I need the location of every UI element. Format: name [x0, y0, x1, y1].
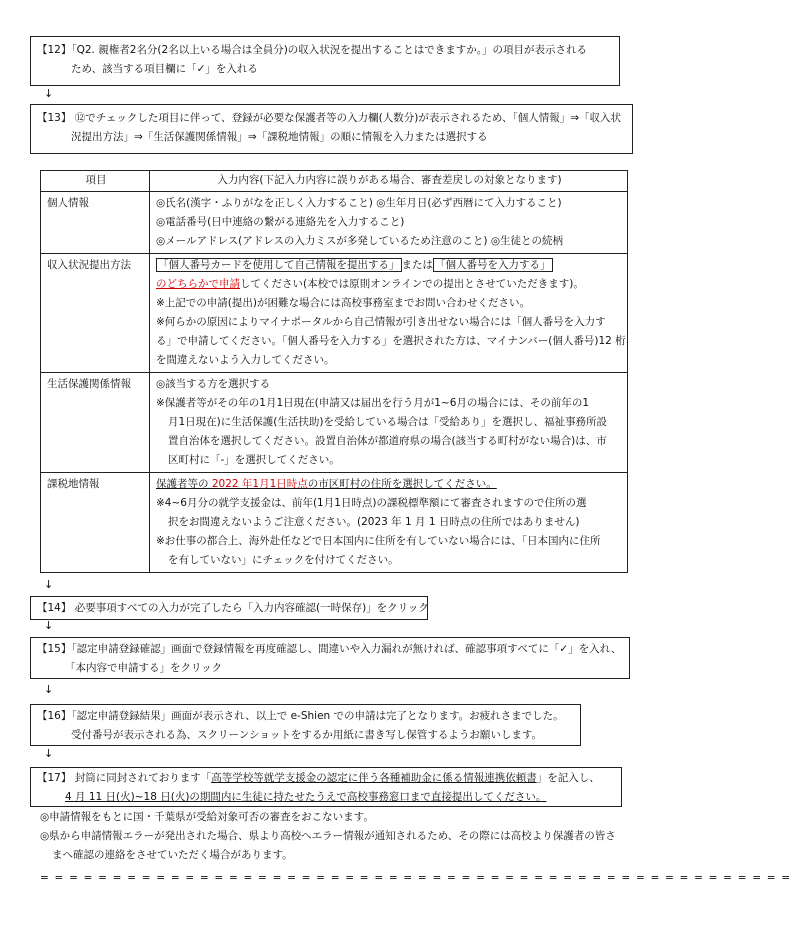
tax-date: 2022 年1月1日時点: [208, 478, 308, 490]
table-header-row: [41, 171, 628, 192]
row-label-tax: 課税地情報: [41, 473, 150, 573]
step-17-line1: [37, 769, 615, 788]
step-15-line2: 「本内容で申請する」をクリック: [65, 662, 223, 674]
arrow-13: ↓: [44, 578, 54, 591]
personal-line: ◎メールアドレス(アドレスの入力ミスが多発しているため注意のこと) ◎生徒との続柄: [156, 235, 564, 247]
step-16-line1: 【16】「認定申請登録結果」画面が表示され、以上で e-Shien での申請は完了となります。お疲れさまでした。: [37, 710, 564, 722]
step-16-box: [30, 704, 581, 746]
personal-line: ◎氏名(漢字・ふりがなを正しく入力すること) ◎生年月日(必ず西暦にて入力すること): [156, 197, 562, 209]
note-line: まへ確認の連絡をさせていただく場合があります。: [52, 849, 293, 861]
welfare-line: 区町村に「-」を選択してください。: [168, 454, 340, 466]
tax-note: ※お仕事の都合上、海外赴任などで日本国内に住所を有していない場合には、「日本国内に住所: [156, 535, 601, 547]
row-label-personal: 個人情報: [41, 192, 150, 254]
personal-line: ◎電話番号(日中連絡の繋がる連絡先を入力すること): [156, 216, 405, 228]
income-either-line: [156, 275, 623, 294]
step-13-line2: 況提出方法」⇒「生活保護関係情報」⇒「課税地情報」の順に情報を入力または選択する: [71, 131, 488, 143]
note-line: ◎申請情報をもとに国・千葉県が受給対象可否の審査をおこないます。: [40, 811, 374, 823]
welfare-line: ◎該当する方を選択する: [156, 378, 271, 390]
step-12-line2: ため、該当する項目欄に「✓」を入れる: [71, 63, 258, 75]
either-emphasis: のどちらかで申請: [156, 278, 240, 290]
step-14-box: [30, 596, 428, 620]
step-14-text: 【14】 必要事項すべての入力が完了したら「入力内容確認(一時保存)」をクリック: [37, 602, 429, 614]
option-or: または: [401, 259, 433, 271]
step-17-box: [30, 767, 622, 807]
arrow-12: ↓: [44, 87, 54, 100]
income-note: る」で申請してください。「個人番号を入力する」を選択された方は、マイナンバー(個人番号)12 桁: [156, 335, 626, 347]
either-rest: してください(本校では原則オンラインでの提出とさせていただきます)。: [240, 278, 584, 290]
separator-line: = = = = = = = = = = = = = = = = = = = = = = = = = = = = = = = = = = = = = = = = = = = = = = = = = = = =: [40, 872, 791, 884]
welfare-line: ※保護者等がその年の1月1日現在(申請又は届出を行う月が1~6月の場合には、その前年の1: [156, 397, 590, 409]
table-row: [41, 373, 628, 473]
tax-note: を有していない」にチェックを付けてください。: [168, 554, 399, 566]
step-13-box: [30, 104, 633, 154]
input-content-table: [40, 170, 628, 573]
step-15-line1: 【15】「認定申請登録確認」画面で登録情報を再度確認し、間違いや入力漏れが無ければ、確認事項すべてに「✓」を入れ、: [37, 643, 622, 655]
header-item: 項目: [41, 171, 150, 192]
note-line: ◎県から申請情報エラーが発出された場合、県より高校へエラー情報が通知されるため、その際には高校より保護者の皆さ: [40, 830, 616, 842]
arrow-14: ↓: [44, 619, 54, 632]
tax-note: ※4~6月分の就学支援金は、前年(1月1日時点)の課税標準額にて審査されますので住所の選: [156, 497, 587, 509]
step-12-box: [30, 36, 620, 86]
step-12-line1: 【12】「Q2. 親権者2名分(2名以上いる場合は全員分)の収入状況を提出することはできますか。」の項目が表示される: [37, 44, 588, 56]
row-label-welfare: 生活保護関係情報: [41, 373, 150, 473]
row-content-tax: [150, 473, 628, 573]
tax-note: 択をお間違えないようご注意ください。(2023 年 1 月 1 日時点の住所ではありません): [168, 516, 580, 528]
step-17-doc: 高等学校等就学支援金の認定に伴う各種補助金に係る情報連携依頼書: [211, 772, 537, 784]
tax-post: の市区町村の住所を選択してください。: [307, 478, 497, 490]
table-row: [41, 254, 628, 373]
income-note: ※上記での申請(提出)が困難な場合には高校事務室までお問い合わせください。: [156, 297, 530, 309]
income-note: ※何らかの原因によりマイナポータルから自己情報が引き出せない場合には「個人番号を入力す: [156, 316, 606, 328]
step-16-line2: 受付番号が表示される為、スクリーンショットをするか用紙に書き写し保管するようお願いします。: [71, 729, 542, 741]
step-17-pre: 【17】 封筒に同封されております「: [37, 772, 212, 784]
row-content-personal: [150, 192, 628, 254]
step-17-post: 」を記入し、: [536, 772, 600, 784]
table-row: [41, 192, 628, 254]
step-15-box: [30, 637, 630, 679]
step-17-line2: 4 月 11 日(火)~18 日(火)の期間内に生徒に持たせたうえで高校事務窓口まで直接提出してください。: [65, 791, 547, 803]
header-content: 入力内容(下記入力内容に誤りがある場合、審査差戻しの対象となります): [150, 171, 628, 192]
arrow-15: ↓: [44, 683, 54, 696]
option-card: 「個人番号カードを使用して自己情報を提出する」: [158, 259, 400, 271]
tax-main-line: [156, 475, 623, 494]
income-options-line: [156, 256, 623, 275]
income-note: を間違えないよう入力してください。: [156, 354, 335, 366]
step-13-line1: 【13】 ⑫でチェックした項目に伴って、登録が必要な保護者等の入力欄(人数分)が表示されるため、「個人情報」⇒「収入状: [37, 112, 621, 124]
welfare-line: 置自治体を選択してください。設置自治体が都道府県の場合(該当する町村がない場合)は、市: [168, 435, 607, 447]
tax-pre: 保護者等の: [156, 478, 209, 490]
option-number: 「個人番号を入力する」: [435, 259, 551, 271]
table-row: [41, 473, 628, 573]
row-content-income: [150, 254, 628, 373]
welfare-line: 月1日現在)に生活保護(生活扶助)を受給している場合は「受給あり」を選択し、福祉事務所設: [168, 416, 607, 428]
row-label-income: 収入状況提出方法: [41, 254, 150, 373]
arrow-16: ↓: [44, 747, 54, 760]
row-content-welfare: [150, 373, 628, 473]
